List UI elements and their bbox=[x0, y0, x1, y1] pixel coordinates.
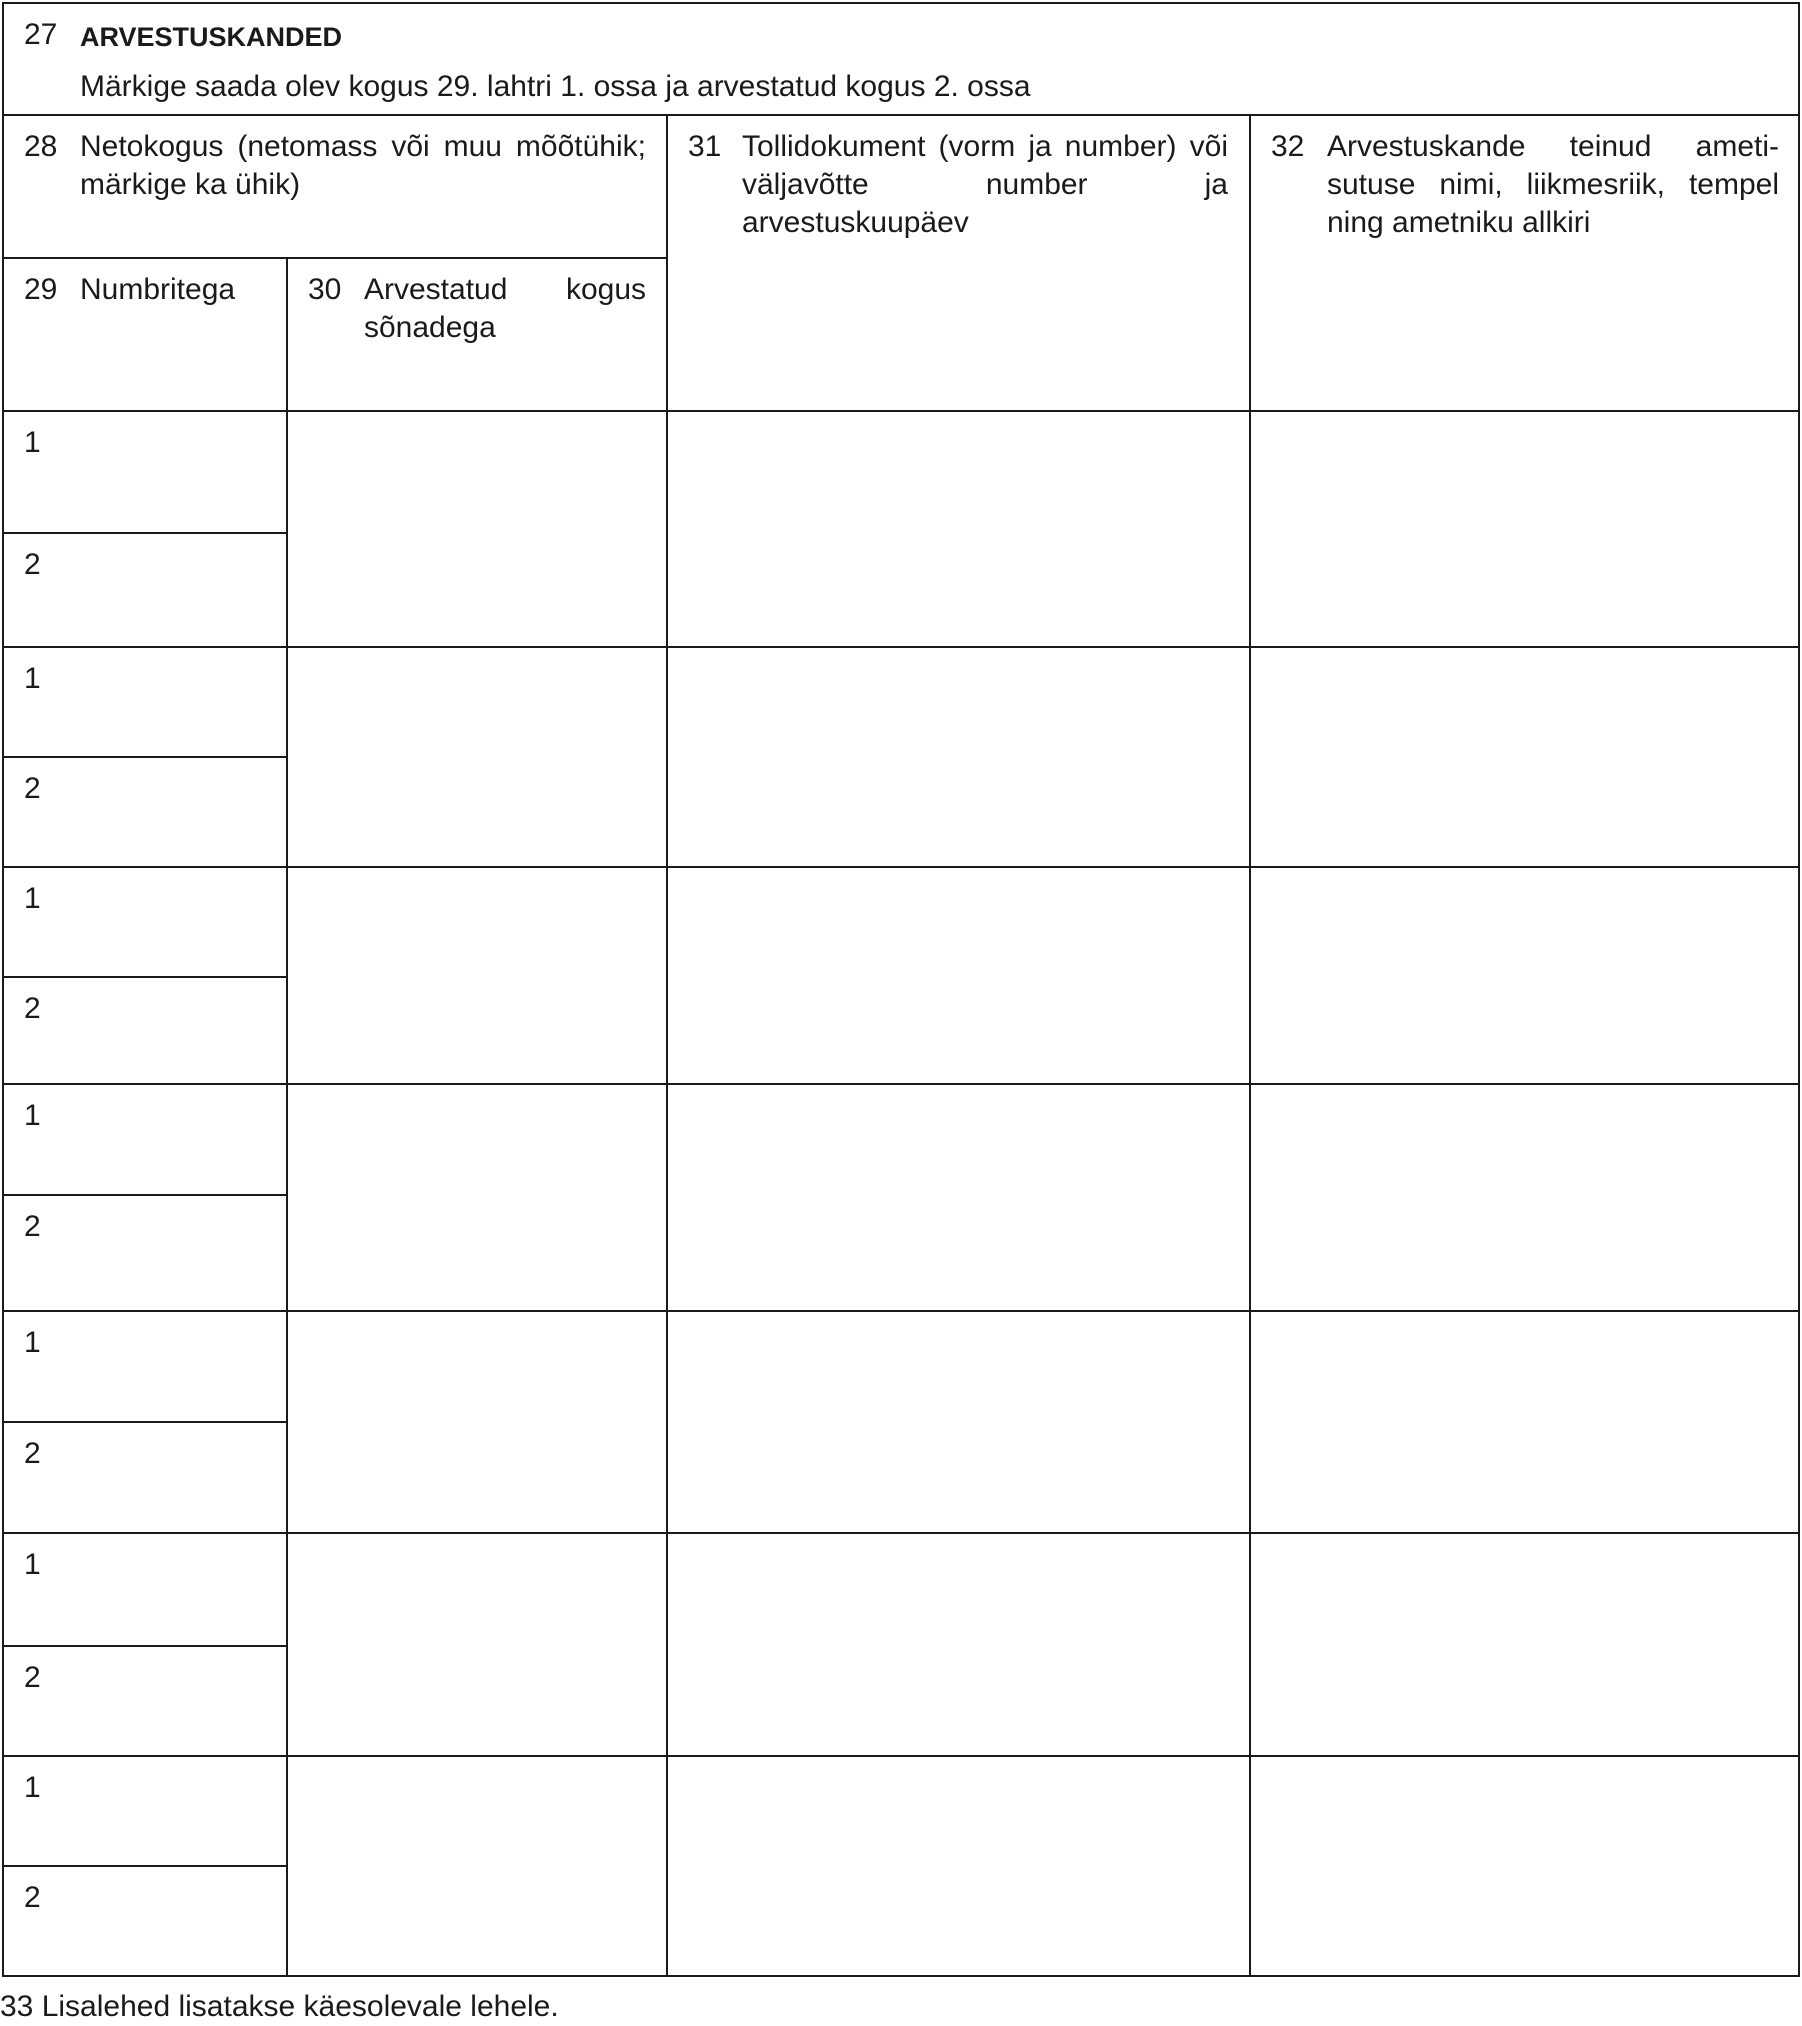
entry-authority-signature-field[interactable] bbox=[1249, 1532, 1800, 1757]
box-31-label: Tollidokument (vorm ja number) või väljavõtte number ja arvestuskuupäev bbox=[742, 130, 1228, 239]
box-30 bbox=[286, 257, 668, 412]
entry-authority-signature-field[interactable] bbox=[1249, 410, 1800, 648]
entry-customs-document-field[interactable] bbox=[666, 410, 1251, 648]
box-29 bbox=[2, 257, 288, 412]
box-30-number: 30 bbox=[308, 273, 342, 306]
box-27 bbox=[2, 2, 1800, 116]
entry-quantity-words-field[interactable] bbox=[286, 1083, 668, 1312]
entry-customs-document-field[interactable] bbox=[666, 1532, 1251, 1757]
box-27-number: 27 bbox=[24, 18, 58, 51]
entry-part-2-label: 2 bbox=[24, 772, 41, 805]
entry-part-2-label: 2 bbox=[24, 1437, 41, 1470]
box-28 bbox=[2, 114, 668, 259]
entry-part-1-label: 1 bbox=[24, 426, 41, 459]
entry-authority-signature-field[interactable] bbox=[1249, 866, 1800, 1085]
entry-part-2-label: 2 bbox=[24, 992, 41, 1025]
entry-part-1-field[interactable] bbox=[2, 866, 288, 978]
entry-part-1-field[interactable] bbox=[2, 1083, 288, 1196]
box-28-number: 28 bbox=[24, 130, 58, 163]
box-32-label: Arvestuskande teinud ameti-sutuse nimi, liikmesriik, tempel ning ametniku allkiri bbox=[1327, 130, 1779, 239]
box-28-label: Netokogus (netomass või muu mõõtühik; märkige ka ühik) bbox=[80, 130, 646, 201]
entry-part-1-field[interactable] bbox=[2, 1310, 288, 1423]
box-27-instruction: Märkige saada olev kogus 29. lahtri 1. ossa ja arvestatud kogus 2. ossa bbox=[80, 70, 1031, 103]
box-31 bbox=[666, 114, 1251, 412]
entry-part-2-field[interactable] bbox=[2, 756, 288, 868]
entry-part-2-field[interactable] bbox=[2, 1865, 288, 1977]
box-27-title: ARVESTUSKANDED bbox=[80, 22, 343, 52]
entry-part-2-label: 2 bbox=[24, 1210, 41, 1243]
entry-part-1-label: 1 bbox=[24, 1099, 41, 1132]
box-29-number: 29 bbox=[24, 273, 58, 306]
entry-quantity-words-field[interactable] bbox=[286, 646, 668, 868]
entry-part-2-label: 2 bbox=[24, 1661, 41, 1694]
entry-authority-signature-field[interactable] bbox=[1249, 1310, 1800, 1534]
entry-quantity-words-field[interactable] bbox=[286, 1755, 668, 1977]
entry-part-2-field[interactable] bbox=[2, 532, 288, 648]
entry-authority-signature-field[interactable] bbox=[1249, 646, 1800, 868]
entry-quantity-words-field[interactable] bbox=[286, 410, 668, 648]
entry-part-2-field[interactable] bbox=[2, 1194, 288, 1312]
entry-authority-signature-field[interactable] bbox=[1249, 1083, 1800, 1312]
box-30-label: Arvestatud kogus sõnadega bbox=[364, 273, 646, 344]
entry-customs-document-field[interactable] bbox=[666, 1310, 1251, 1534]
entry-customs-document-field[interactable] bbox=[666, 866, 1251, 1085]
box-29-label: Numbritega bbox=[80, 273, 236, 306]
box-32-number: 32 bbox=[1271, 130, 1305, 163]
box-32 bbox=[1249, 114, 1800, 412]
entry-customs-document-field[interactable] bbox=[666, 1755, 1251, 1977]
entry-customs-document-field[interactable] bbox=[666, 646, 1251, 868]
entry-part-1-field[interactable] bbox=[2, 1755, 288, 1867]
entry-part-2-label: 2 bbox=[24, 548, 41, 581]
entry-part-1-label: 1 bbox=[24, 1771, 41, 1804]
entry-part-2-field[interactable] bbox=[2, 1421, 288, 1534]
box-33-footer-note: 33 Lisalehed lisatakse käesolevale lehele. bbox=[0, 1990, 559, 2023]
entry-part-1-label: 1 bbox=[24, 882, 41, 915]
entry-part-1-field[interactable] bbox=[2, 646, 288, 758]
entry-quantity-words-field[interactable] bbox=[286, 1310, 668, 1534]
entry-part-2-field[interactable] bbox=[2, 976, 288, 1085]
entry-customs-document-field[interactable] bbox=[666, 1083, 1251, 1312]
entry-authority-signature-field[interactable] bbox=[1249, 1755, 1800, 1977]
entry-quantity-words-field[interactable] bbox=[286, 1532, 668, 1757]
entry-part-2-field[interactable] bbox=[2, 1645, 288, 1757]
box-31-number: 31 bbox=[688, 130, 722, 163]
entry-part-1-field[interactable] bbox=[2, 1532, 288, 1647]
entry-part-1-label: 1 bbox=[24, 662, 41, 695]
entry-part-1-field[interactable] bbox=[2, 410, 288, 534]
entry-part-1-label: 1 bbox=[24, 1326, 41, 1359]
entry-part-1-label: 1 bbox=[24, 1548, 41, 1581]
entry-quantity-words-field[interactable] bbox=[286, 866, 668, 1085]
entry-part-2-label: 2 bbox=[24, 1881, 41, 1914]
